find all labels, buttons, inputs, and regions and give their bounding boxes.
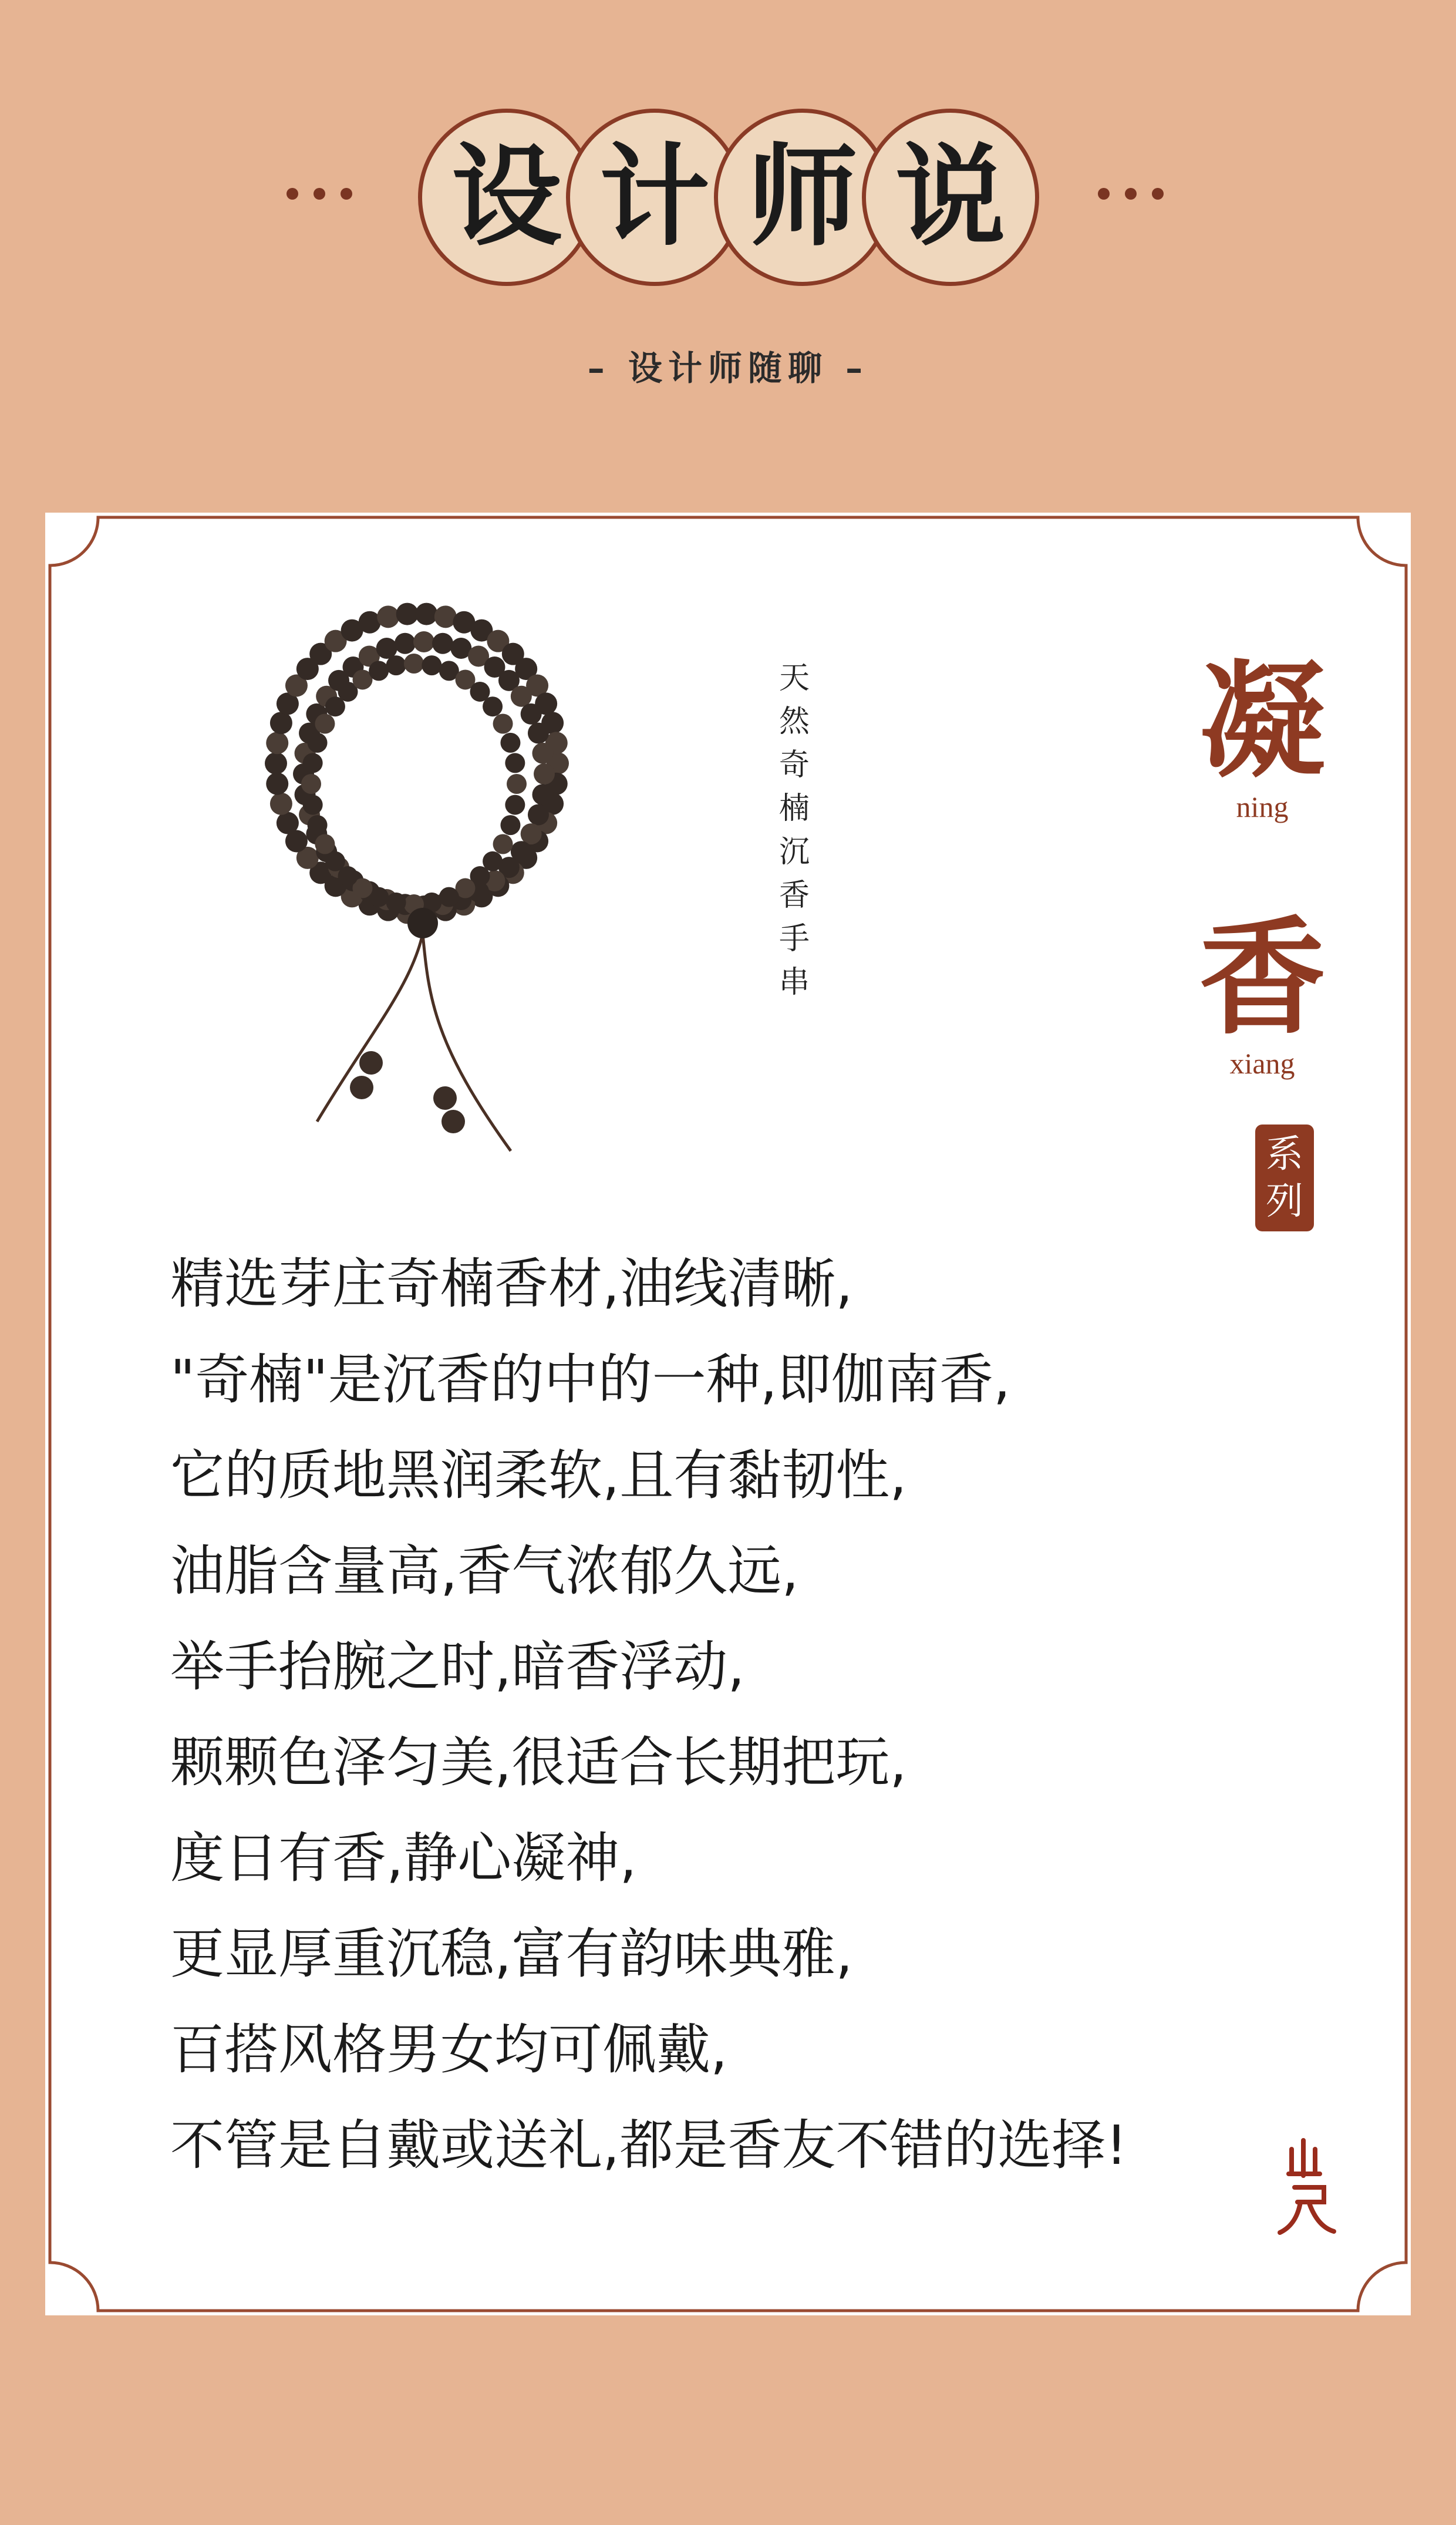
description-line: 不管是自戴或送礼,都是香友不错的选择! bbox=[170, 2114, 1128, 2177]
bead bbox=[532, 784, 553, 805]
bead bbox=[534, 763, 555, 785]
bead bbox=[270, 712, 292, 734]
bead bbox=[270, 793, 292, 815]
series-title bbox=[1192, 647, 1333, 1080]
title-circle bbox=[862, 109, 1039, 286]
bead bbox=[315, 834, 335, 854]
header bbox=[0, 0, 1456, 470]
bead bbox=[500, 815, 520, 835]
series-pinyin-xiang: xiang bbox=[1229, 1047, 1295, 1080]
description-line: 更显厚重沉稳,富有韵味典雅, bbox=[170, 1923, 853, 1985]
bead bbox=[521, 823, 542, 844]
bead bbox=[413, 631, 434, 652]
bead bbox=[500, 733, 520, 753]
bead bbox=[404, 654, 424, 674]
bead bbox=[308, 815, 328, 835]
product-caption-vertical: 天然奇楠沉香手串 bbox=[778, 661, 810, 1000]
bead bbox=[308, 733, 328, 753]
description-line: 油脂含量高,香气浓郁久远, bbox=[170, 1540, 799, 1602]
bead bbox=[395, 633, 416, 654]
page-subtitle: – 设计师随聊 – bbox=[587, 348, 869, 388]
bead bbox=[493, 714, 513, 734]
title-char: 师 bbox=[747, 133, 858, 261]
description-line: 度日有香,静心凝神, bbox=[170, 1827, 637, 1890]
bead bbox=[396, 603, 419, 625]
bead bbox=[277, 812, 299, 834]
bead bbox=[439, 887, 459, 907]
decorative-dots-left bbox=[287, 188, 352, 200]
description-line: 精选芽庄奇楠香材,油线清晰, bbox=[170, 1253, 853, 1315]
bead bbox=[528, 804, 549, 826]
bead bbox=[507, 774, 527, 794]
bead bbox=[415, 603, 437, 625]
signature-mark bbox=[1274, 2137, 1339, 2237]
bead bbox=[511, 686, 532, 707]
bead bbox=[315, 714, 335, 734]
series-pinyin-ning: ning bbox=[1236, 790, 1289, 823]
bead bbox=[377, 605, 399, 628]
bead bbox=[505, 753, 525, 773]
bead bbox=[532, 743, 553, 764]
bead bbox=[386, 893, 406, 913]
bead bbox=[301, 774, 321, 794]
bead bbox=[521, 703, 542, 725]
description-line: "奇楠"是沉香的中的一种,即伽南香, bbox=[170, 1348, 1011, 1411]
decorative-dots-right bbox=[1098, 188, 1164, 200]
bead bbox=[369, 661, 389, 681]
description-text bbox=[170, 1236, 1274, 2193]
bead-necklace-image bbox=[241, 587, 605, 1163]
bead bbox=[266, 773, 288, 795]
bead bbox=[432, 633, 453, 654]
bead bbox=[483, 696, 503, 716]
series-stamp: 系列 bbox=[1255, 1125, 1314, 1231]
description-line: 它的质地黑润柔软,且有黏韧性, bbox=[170, 1444, 907, 1507]
bead bbox=[303, 753, 323, 773]
bead bbox=[422, 655, 441, 675]
bead bbox=[528, 722, 549, 743]
title-char: 计 bbox=[599, 133, 710, 261]
title-char: 设 bbox=[451, 133, 562, 261]
description-line: 颗颗色泽匀美,很适合长期把玩, bbox=[170, 1731, 907, 1794]
title-circles bbox=[418, 109, 1040, 291]
bead bbox=[265, 752, 287, 775]
bead bbox=[303, 795, 323, 815]
description-line: 百搭风格男女均可佩戴, bbox=[170, 2018, 728, 2081]
series-char-ning: 凝 bbox=[1199, 647, 1326, 795]
bead bbox=[266, 732, 288, 754]
series-char-xiang: 香 bbox=[1199, 903, 1326, 1052]
title-char: 说 bbox=[895, 133, 1006, 261]
bead bbox=[493, 834, 513, 854]
description-line: 举手抬腕之时,暗香浮动, bbox=[170, 1635, 745, 1698]
bead bbox=[505, 795, 525, 815]
bead bbox=[386, 655, 406, 675]
bead bbox=[325, 851, 345, 871]
